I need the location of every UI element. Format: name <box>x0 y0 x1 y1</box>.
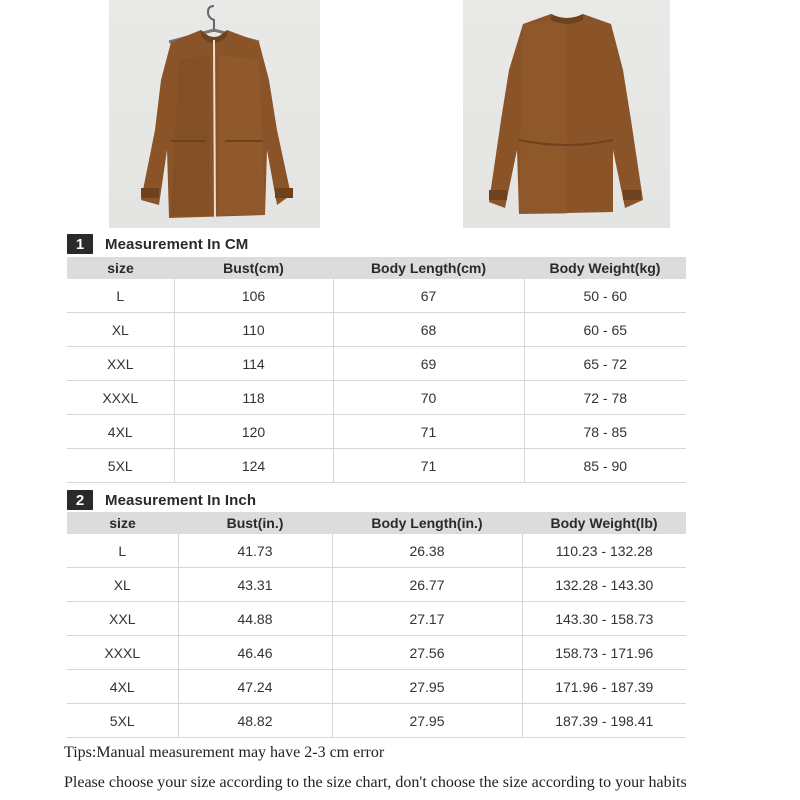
column-header: Bust(in.) <box>178 512 332 534</box>
table-header-row <box>67 512 686 534</box>
column-header: Bust(cm) <box>174 257 333 279</box>
jacket-back-photo <box>463 0 670 228</box>
section-title: Measurement In Inch <box>105 491 257 509</box>
table-cell: 78 - 85 <box>524 415 686 449</box>
measurement-tip: Tips:Manual measurement may have 2-3 cm error <box>64 744 385 761</box>
column-header: size <box>67 257 174 279</box>
table-cell: 85 - 90 <box>524 449 686 483</box>
table-cell: 71 <box>333 449 524 483</box>
table-cell: L <box>67 279 174 313</box>
table-cell: XXL <box>67 602 178 636</box>
table-cell: 71 <box>333 415 524 449</box>
table-cell: XL <box>67 568 178 602</box>
table-cell: 124 <box>174 449 333 483</box>
table-cell: 106 <box>174 279 333 313</box>
column-header: Body Weight(kg) <box>524 257 686 279</box>
table-row <box>67 704 686 738</box>
table-cell: XXL <box>67 347 174 381</box>
table-cell: 44.88 <box>178 602 332 636</box>
table-cell: 27.95 <box>332 704 522 738</box>
table-cell: 70 <box>333 381 524 415</box>
table-cell: 143.30 - 158.73 <box>522 602 686 636</box>
table-cell: 158.73 - 171.96 <box>522 636 686 670</box>
table-cell: L <box>67 534 178 568</box>
table-cell: 27.56 <box>332 636 522 670</box>
table-cell: XXXL <box>67 381 174 415</box>
size-table-inch <box>67 512 686 738</box>
table-cell: 46.46 <box>178 636 332 670</box>
table-row <box>67 534 686 568</box>
column-header: size <box>67 512 178 534</box>
section-heading-cm <box>67 234 248 254</box>
table-row <box>67 381 686 415</box>
table-cell: 114 <box>174 347 333 381</box>
table-cell: 110 <box>174 313 333 347</box>
table-row <box>67 636 686 670</box>
table-cell: 41.73 <box>178 534 332 568</box>
table-row <box>67 347 686 381</box>
section-heading-inch <box>67 490 256 510</box>
table-cell: XXXL <box>67 636 178 670</box>
table-header-row <box>67 257 686 279</box>
size-table-cm <box>67 257 686 483</box>
table-cell: 67 <box>333 279 524 313</box>
jacket-front-photo <box>109 0 320 228</box>
jacket-front-illustration <box>109 0 320 228</box>
table-cell: 60 - 65 <box>524 313 686 347</box>
table-cell: 4XL <box>67 415 174 449</box>
section-number: 2 <box>67 490 93 510</box>
table-cell: 69 <box>333 347 524 381</box>
table-row <box>67 279 686 313</box>
table-row <box>67 415 686 449</box>
table-row <box>67 670 686 704</box>
table-cell: 132.28 - 143.30 <box>522 568 686 602</box>
table-row <box>67 313 686 347</box>
column-header: Body Length(in.) <box>332 512 522 534</box>
table-cell: 120 <box>174 415 333 449</box>
table-cell: 47.24 <box>178 670 332 704</box>
table-cell: 118 <box>174 381 333 415</box>
table-cell: 48.82 <box>178 704 332 738</box>
section-title: Measurement In CM <box>105 235 249 253</box>
table-cell: 187.39 - 198.41 <box>522 704 686 738</box>
table-cell: 72 - 78 <box>524 381 686 415</box>
table-cell: 110.23 - 132.28 <box>522 534 686 568</box>
table-cell: 27.17 <box>332 602 522 636</box>
table-cell: 26.77 <box>332 568 522 602</box>
table-cell: 43.31 <box>178 568 332 602</box>
table-cell: 5XL <box>67 449 174 483</box>
table-cell: 65 - 72 <box>524 347 686 381</box>
table-cell: 50 - 60 <box>524 279 686 313</box>
table-row <box>67 568 686 602</box>
table-row <box>67 449 686 483</box>
jacket-back-illustration <box>463 0 670 228</box>
table-cell: XL <box>67 313 174 347</box>
table-cell: 4XL <box>67 670 178 704</box>
table-cell: 26.38 <box>332 534 522 568</box>
table-cell: 68 <box>333 313 524 347</box>
column-header: Body Length(cm) <box>333 257 524 279</box>
table-cell: 5XL <box>67 704 178 738</box>
table-cell: 27.95 <box>332 670 522 704</box>
table-cell: 171.96 - 187.39 <box>522 670 686 704</box>
table-row <box>67 602 686 636</box>
section-number: 1 <box>67 234 93 254</box>
column-header: Body Weight(lb) <box>522 512 686 534</box>
size-advice: Please choose your size according to the size chart, don't choose the size according to your habits <box>64 774 687 791</box>
